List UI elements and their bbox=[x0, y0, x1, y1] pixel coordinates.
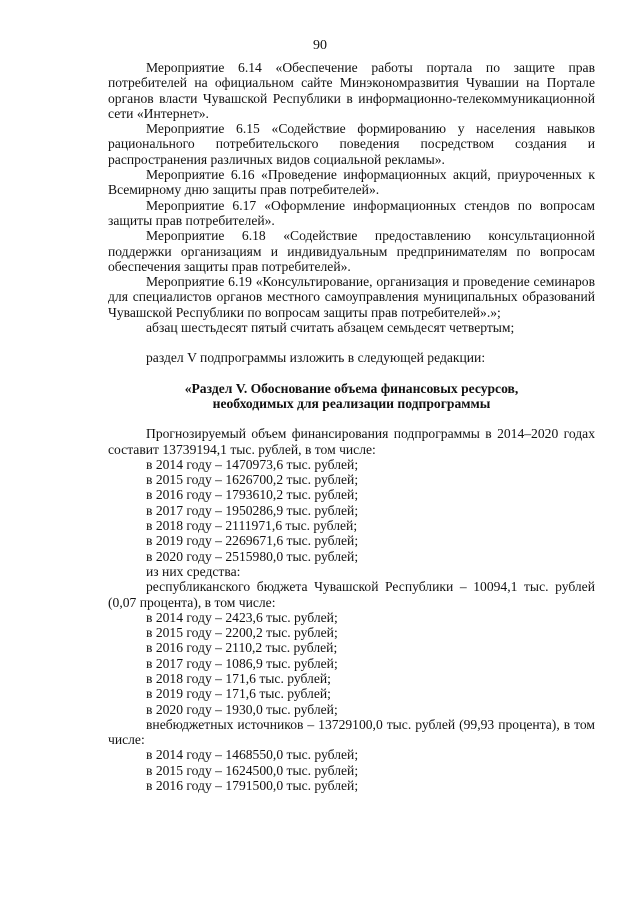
republic-year-2016: в 2016 году – 2110,2 тыс. рублей; bbox=[146, 640, 338, 656]
page-number: 90 bbox=[313, 38, 327, 53]
republic-year-2017: в 2017 году – 1086,9 тыс. рублей; bbox=[146, 655, 338, 671]
republic-year-2020: в 2020 году – 1930,0 тыс. рублей; bbox=[146, 701, 338, 717]
extrabudgetary-year-2015: в 2015 году – 1624500,0 тыс. рублей; bbox=[146, 762, 359, 778]
measure-6-18: Мероприятие 6.18 «Содействие предоставлению консультационной поддержки организациям и индивидуальным предпринимателям по вопросам обеспечения защиты прав потребителей». bbox=[108, 228, 595, 274]
total-year-2020: в 2020 году – 2515980,0 тыс. рублей; bbox=[146, 548, 359, 564]
document-body bbox=[108, 60, 595, 793]
total-year-2018: в 2018 году – 2111971,6 тыс. рублей; bbox=[146, 518, 358, 534]
extrabudgetary-summary: внебюджетных источников – 13729100,0 тыс. рублей (99,93 процента), в том числе: bbox=[108, 716, 595, 748]
republic-year-2014: в 2014 году – 2423,6 тыс. рублей; bbox=[146, 609, 338, 625]
sources-label: из них средства: bbox=[146, 563, 241, 579]
total-year-2019: в 2019 году – 2269671,6 тыс. рублей; bbox=[146, 533, 359, 549]
measure-6-15: Мероприятие 6.15 «Содействие формированию у населения навыков рационального потребительского поведения посредством создания и распространения различных видов социальной рекламы». bbox=[108, 121, 595, 167]
extrabudgetary-year-2014: в 2014 году – 1468550,0 тыс. рублей; bbox=[146, 747, 359, 763]
extrabudgetary-year-2016: в 2016 году – 1791500,0 тыс. рублей; bbox=[146, 778, 359, 794]
republic-year-2019: в 2019 году – 171,6 тыс. рублей; bbox=[146, 686, 331, 702]
total-year-2016: в 2016 году – 1793610,2 тыс. рублей; bbox=[146, 487, 359, 503]
measure-6-16: Мероприятие 6.16 «Проведение информационных акций, приуроченных к Всемирному дню защиты прав потребителей». bbox=[108, 167, 595, 198]
spacer bbox=[108, 366, 595, 381]
section-heading-line-2: необходимых для реализации подпрограммы bbox=[212, 395, 491, 411]
total-year-2015: в 2015 году – 1626700,2 тыс. рублей; bbox=[146, 472, 359, 488]
total-year-2017: в 2017 году – 1950286,9 тыс. рублей; bbox=[146, 502, 359, 518]
section-heading-line-1: «Раздел V. Обоснование объема финансовых ресурсов, bbox=[184, 380, 519, 396]
spacer bbox=[108, 411, 595, 426]
measure-6-17: Мероприятие 6.17 «Оформление информационных стендов по вопросам защиты прав потребителей». bbox=[108, 197, 595, 228]
measure-6-14: Мероприятие 6.14 «Обеспечение работы портала по защите прав потребителей на официальном сайте Минэкономразвития Чувашии на Портале органов власти Чувашской Республики в информационно-телекоммуникационной сети «Интернет». bbox=[108, 60, 595, 121]
financing-intro: Прогнозируемый объем финансирования подпрограммы в 2014–2020 годах составит 13739194,1 тыс. рублей, в том числе: bbox=[108, 426, 595, 457]
republic-year-2015: в 2015 году – 2200,2 тыс. рублей; bbox=[146, 625, 338, 641]
spacer bbox=[108, 335, 595, 350]
paragraph-renumber-note: абзац шестьдесят пятый считать абзацем семьдесят четвертым; bbox=[146, 320, 515, 336]
total-year-2014: в 2014 году – 1470973,6 тыс. рублей; bbox=[146, 456, 359, 472]
measure-6-19: Мероприятие 6.19 «Консультирование, организация и проведение семинаров для специалистов органов местного самоуправления муниципальных образований Чувашской Республики по вопросам защиты прав потребителей».»; bbox=[108, 274, 595, 320]
republic-budget-summary: республиканского бюджета Чувашской Республики – 10094,1 тыс. рублей (0,07 процента), в том числе: bbox=[108, 579, 595, 610]
section-instruction: раздел V подпрограммы изложить в следующей редакции: bbox=[146, 350, 486, 366]
republic-year-2018: в 2018 году – 171,6 тыс. рублей; bbox=[146, 670, 331, 686]
